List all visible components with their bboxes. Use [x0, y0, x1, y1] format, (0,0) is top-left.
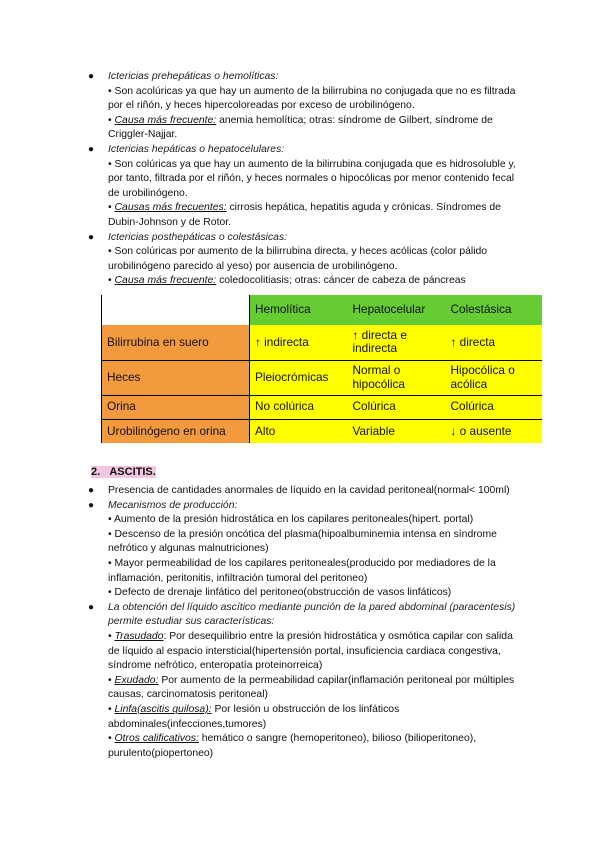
mecanismo-line: • Mayor permeabilidad de los capilares peritoneales(producido por mediadores de la inflamación, peritonitis, infiltración tumoral del peritoneo) — [108, 557, 496, 584]
caracteristica-line: • Trasudado: Por desequilibrio entre la presión hidrostática y osmótica capilar con salida de líquido al espacio intersticial(hipertensión portal, insuficiencia cardiaca congestiva, síndrome nefrótico, enteropatía proteinorreica) — [108, 630, 513, 672]
ictericia-comparison-table — [101, 295, 542, 443]
table-cell: Normal o hipocólica — [348, 360, 446, 395]
ascitis-paracentesis-title: La obtención del líquido ascítico mediante punción de la pared abdominal (paracentesis) permite estudiar sus características: — [108, 601, 516, 628]
bullet-icon: ● — [88, 231, 95, 243]
caracteristica-line: • Exudado: Por aumento de la permeabilidad capilar(inflamación peritoneal por múltiples causas, carcinomatosis peritoneal) — [108, 674, 515, 701]
ictericia-hepatica-line-2: • Causas más frecuentes: cirrosis hepática, hepatitis aguda y crónicas. Síndromes de Dubin-Johnson y de Rotor. — [108, 202, 501, 228]
table-cell: Hipocólica o acólica — [446, 360, 542, 395]
table-cell: Variable — [348, 419, 446, 443]
mecanismo-line: • Defecto de drenaje linfático del peritoneo(obstrucción de vasos linfáticos) — [108, 587, 452, 599]
table-cell: ↑ indirecta — [250, 325, 348, 360]
table-header-colestasica: Colestásica — [446, 295, 542, 325]
ictericia-hepatica-item — [0, 143, 600, 231]
section-title: ASCITIS. — [109, 466, 156, 478]
table-row — [102, 360, 542, 395]
ictericia-hepatica-line-1: • Son colúricas ya que hay un aumento de la bilirrubina conjugada que es hidrosoluble y, por tanto, filtrada por el riñón, y heces normales o hipocólicas por menor contenido fecal de urobilinógeno. — [108, 158, 516, 199]
table-cell: Colúrica — [348, 395, 446, 419]
ascitis-mecanismos-title: Mecanismos de producción: — [108, 499, 238, 511]
bullet-icon: ● — [88, 71, 95, 82]
ascitis-section — [0, 484, 600, 761]
caracteristica-line: • Linfa(ascitis quilosa): Por lesión u obstrucción de los linfáticos abdominales(infecciones,tumores) — [108, 703, 400, 730]
table-header-row — [102, 295, 542, 325]
ictericia-posthepatica-line-1: • Son colúricas por aumento de la bilirrubina directa, y heces acólicas (color pálido urobilinógeno parecido al yeso) por ausencia de urobilinógeno. — [108, 246, 488, 272]
table-row — [102, 325, 542, 360]
ictericia-posthepatica-line-2: • Causa más frecuente: coledocolitiasis; otras: cáncer de cabeza de páncreas — [108, 275, 466, 287]
table-header-corner — [102, 295, 250, 325]
caracteristica-line: • Otros calificativos: hemático o sangre (hemoperitoneo), bilioso (bilioperitoneo), purulento(piopertoneo) — [108, 733, 477, 759]
table-cell: ↓ o ausente — [446, 419, 542, 443]
ictericia-prehepatica-item — [0, 70, 600, 143]
ictericia-prehepatica-line-2: • Causa más frecuente: anemia hemolítica; otras: síndrome de Gilbert, síndrome de Criggler-Najjar. — [108, 114, 493, 141]
ascitis-definition-text: Presencia de cantidades anormales de líquido en la cavidad peritoneal(normal< 100ml) — [108, 485, 510, 496]
ictericia-prehepatica-line-1: • Son acolúricas ya que hay un aumento de la bilirrubina no conjugada que no es filtrada por el riñón, y heces hipercoloreadas por exceso de urobilinógeno. — [108, 85, 516, 112]
ascitis-list — [0, 484, 600, 761]
ictericias-list — [0, 70, 600, 289]
table-cell: ↑ directa — [446, 325, 542, 360]
table-row-label: Bilirrubina en suero — [102, 325, 250, 360]
ictericia-posthepatica-title: Ictericias posthepáticas o colestásicas: — [108, 231, 288, 243]
section-number: 2. — [91, 466, 101, 478]
bullet-icon: ● — [88, 485, 95, 496]
table-row — [102, 419, 542, 443]
bullet-icon: ● — [88, 601, 95, 613]
table-row-label: Orina — [102, 395, 250, 419]
table-row-label: Heces — [102, 360, 250, 395]
bullet-icon: ● — [88, 499, 95, 511]
table-cell: Alto — [250, 419, 348, 443]
mecanismo-line: • Aumento de la presión hidrostática en los capilares peritoneales(hipert. portal) — [108, 514, 474, 526]
ascitis-definition-item — [0, 484, 600, 499]
ictericia-hepatica-title: Ictericias hepáticas o hepatocelulares: — [108, 143, 285, 155]
bullet-icon: ● — [88, 143, 95, 155]
section-heading-ascitis — [91, 465, 156, 480]
ictericias-section — [0, 70, 600, 289]
table-cell: Colúrica — [446, 395, 542, 419]
ictericia-posthepatica-item — [0, 231, 600, 289]
ascitis-paracentesis-item — [0, 601, 600, 762]
table-header-hemolitica: Hemolítica — [250, 295, 348, 325]
mecanismo-line: • Descenso de la presión oncótica del plasma(hipoalbuminemia intensa en síndrome nefrótico y algunas malnutriciones) — [108, 528, 497, 555]
ictericia-prehepatica-title: Ictericias prehepáticas o hemolíticas: — [108, 71, 279, 82]
table-cell: ↑ directa e indirecta — [348, 325, 446, 360]
table-cell: Pleiocrómicas — [250, 360, 348, 395]
ascitis-mecanismos-item — [0, 499, 600, 601]
table-cell: No colúrica — [250, 395, 348, 419]
table-row — [102, 395, 542, 419]
table-header-hepatocelular: Hepatocelular — [348, 295, 446, 325]
table-row-label: Urobilinógeno en orina — [102, 419, 250, 443]
